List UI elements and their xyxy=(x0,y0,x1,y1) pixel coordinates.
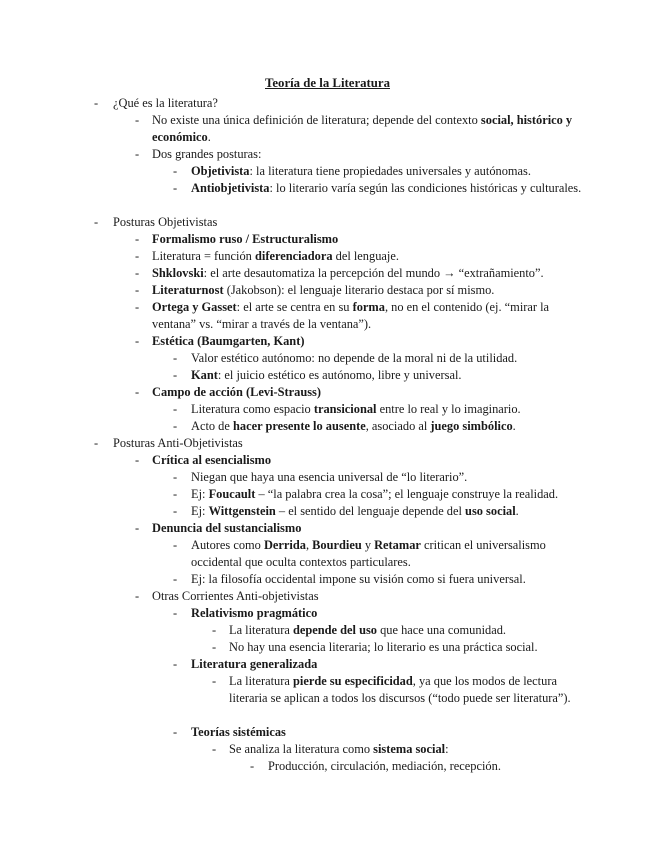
text-run: : xyxy=(445,742,449,756)
bold-text: Foucault xyxy=(208,487,256,501)
text-run: del lenguaje. xyxy=(332,249,399,263)
bold-text: juego simbólico xyxy=(430,419,513,433)
item-text xyxy=(152,146,261,163)
text-run: ¿Qué es la literatura? xyxy=(113,96,218,110)
bold-text: Shklovski xyxy=(152,266,204,280)
text-run: , no en el contenido (ej. “mirar la ventana” vs. “mirar a través de la ventana”). xyxy=(152,300,550,331)
bullet-dash: - xyxy=(173,657,178,671)
bullet-dash: - xyxy=(135,232,140,246)
bold-text: diferenciadora xyxy=(254,249,333,263)
text-run: No existe una única definición de literatura; depende del contexto xyxy=(152,113,481,127)
bullet-dash: - xyxy=(135,283,140,297)
bullet-dash: - xyxy=(135,334,140,348)
text-run: y xyxy=(361,538,375,552)
text-run: : el arte desautomatiza la percepción del mundo → “extrañamiento”. xyxy=(203,266,544,280)
bold-text: Denuncia del sustancialismo xyxy=(152,521,302,535)
item-text xyxy=(113,95,218,112)
item-text xyxy=(152,231,338,248)
bold-text: social, histórico y económico xyxy=(152,113,573,144)
bullet-dash: - xyxy=(212,640,217,654)
text-run: , xyxy=(305,538,313,552)
bullet-dash: - xyxy=(212,742,217,756)
bold-text: Kant xyxy=(191,368,218,382)
bold-text: Campo de acción (Levi-Strauss) xyxy=(152,385,321,399)
item-text xyxy=(229,673,590,707)
text-run: : el arte se centra en su xyxy=(236,300,353,314)
bold-text: depende del uso xyxy=(292,623,377,637)
bold-text: Objetivista xyxy=(191,164,250,178)
bullet-dash: - xyxy=(94,215,99,229)
bold-text: Crítica al esencialismo xyxy=(152,453,272,467)
bullet-dash: - xyxy=(173,181,178,195)
text-run: La literatura xyxy=(229,623,293,637)
text-run: : la literatura tiene propiedades universales y autónomas. xyxy=(249,164,531,178)
text-run: (Jakobson): el lenguaje literario destaca por sí mismo. xyxy=(223,283,495,297)
bold-text: Antiobjetivista xyxy=(191,181,270,195)
item-text xyxy=(191,537,590,571)
bullet-dash: - xyxy=(173,164,178,178)
bold-text: Bourdieu xyxy=(312,538,362,552)
item-text xyxy=(229,741,449,758)
item-text xyxy=(268,758,501,775)
bold-text: Relativismo pragmático xyxy=(191,606,318,620)
item-text xyxy=(191,486,558,503)
item-text xyxy=(191,656,317,673)
text-run: Niegan que haya una esencia universal de “lo literario”. xyxy=(191,470,468,484)
bullet-dash: - xyxy=(173,538,178,552)
bold-text: Literaturnost xyxy=(152,283,224,297)
item-text xyxy=(191,469,467,486)
bullet-dash: - xyxy=(173,572,178,586)
bold-text: hacer presente lo ausente xyxy=(232,419,366,433)
bullet-dash: - xyxy=(173,419,178,433)
item-text xyxy=(229,639,538,656)
bullet-dash: - xyxy=(173,504,178,518)
bullet-dash: - xyxy=(173,606,178,620)
document-title: Teoría de la Literatura xyxy=(265,76,390,90)
item-text xyxy=(191,367,461,384)
bullet-dash: - xyxy=(135,589,140,603)
item-text xyxy=(152,333,304,350)
item-text xyxy=(191,180,590,197)
item-text xyxy=(191,350,517,367)
bullet-dash: - xyxy=(135,147,140,161)
bold-text: Wittgenstein xyxy=(208,504,276,518)
bullet-dash: - xyxy=(135,453,140,467)
bullet-dash: - xyxy=(173,402,178,416)
bold-text: transicional xyxy=(313,402,377,416)
text-run: critican el universalismo occidental que oculta contextos particulares. xyxy=(191,538,546,569)
item-text xyxy=(152,282,494,299)
text-run: Producción, circulación, mediación, recepción. xyxy=(268,759,501,773)
bullet-dash: - xyxy=(135,300,140,314)
item-text xyxy=(229,622,506,639)
item-text xyxy=(191,163,531,180)
bold-text: Derrida xyxy=(263,538,306,552)
bullet-dash: - xyxy=(135,266,140,280)
item-text xyxy=(191,605,317,622)
item-text xyxy=(152,520,301,537)
item-text xyxy=(191,401,521,418)
item-text xyxy=(152,265,544,282)
bullet-dash: - xyxy=(173,351,178,365)
text-run: Acto de xyxy=(191,419,233,433)
text-run: . xyxy=(207,130,211,144)
bullet-dash: - xyxy=(135,385,140,399)
item-text xyxy=(113,435,243,452)
bullet-dash: - xyxy=(173,725,178,739)
text-run: Otras Corrientes Anti-objetivistas xyxy=(152,589,319,603)
bullet-dash: - xyxy=(135,249,140,263)
bold-text: pierde su especificidad xyxy=(292,674,413,688)
text-run: Posturas Anti-Objetivistas xyxy=(113,436,243,450)
text-run: . xyxy=(515,504,519,518)
text-run: , asociado al xyxy=(365,419,431,433)
text-run: Valor estético autónomo: no depende de la moral ni de la utilidad. xyxy=(191,351,518,365)
text-run: Ej: xyxy=(191,487,209,501)
text-run: No hay una esencia literaria; lo literario es una práctica social. xyxy=(229,640,538,654)
text-run: – el sentido del lenguaje depende del xyxy=(275,504,466,518)
text-run: Autores como xyxy=(191,538,264,552)
bold-text: sistema social xyxy=(373,742,446,756)
text-run: Dos grandes posturas: xyxy=(152,147,262,161)
text-run: que hace una comunidad. xyxy=(376,623,507,637)
text-run: : el juicio estético es autónomo, libre y universal. xyxy=(217,368,462,382)
text-run: Se analiza la literatura como xyxy=(229,742,374,756)
bold-text: forma xyxy=(352,300,385,314)
bold-text: Formalismo ruso / Estructuralismo xyxy=(152,232,339,246)
text-run: , ya que los modos de lectura literaria se aplican a todos los discursos (“todo puede ser literatura”). xyxy=(229,674,571,705)
bullet-dash: - xyxy=(173,470,178,484)
text-run: Literatura como espacio xyxy=(191,402,314,416)
text-run: Ej: la filosofía occidental impone su visión como si fuera universal. xyxy=(191,572,526,586)
item-text xyxy=(113,214,217,231)
item-text xyxy=(152,384,321,401)
text-run: Posturas Objetivistas xyxy=(113,215,218,229)
item-text xyxy=(152,112,590,146)
bullet-dash: - xyxy=(135,521,140,535)
item-text xyxy=(191,724,286,741)
bold-text: Literatura generalizada xyxy=(191,657,318,671)
bullet-dash: - xyxy=(135,113,140,127)
bullet-dash: - xyxy=(212,623,217,637)
text-run: . xyxy=(512,419,516,433)
text-run: : lo literario varía según las condiciones históricas y culturales. xyxy=(269,181,582,195)
item-text xyxy=(191,571,526,588)
bullet-dash: - xyxy=(173,487,178,501)
text-run: La literatura xyxy=(229,674,293,688)
bullet-dash: - xyxy=(250,759,255,773)
bullet-dash: - xyxy=(94,436,99,450)
bullet-dash: - xyxy=(173,368,178,382)
bold-text: Retamar xyxy=(374,538,421,552)
item-text xyxy=(152,588,319,605)
bold-text: Ortega y Gasset xyxy=(152,300,237,314)
item-text xyxy=(191,503,519,520)
text-run: Ej: xyxy=(191,504,209,518)
bold-text: uso social xyxy=(465,504,516,518)
text-run: entre lo real y lo imaginario. xyxy=(376,402,521,416)
item-text xyxy=(152,299,590,333)
bold-text: Teorías sistémicas xyxy=(191,725,286,739)
bold-text: Estética (Baumgarten, Kant) xyxy=(152,334,305,348)
bullet-dash: - xyxy=(94,96,99,110)
item-text xyxy=(191,418,516,435)
bullet-dash: - xyxy=(212,674,217,688)
item-text xyxy=(152,248,399,265)
item-text xyxy=(152,452,271,469)
text-run: – “la palabra crea la cosa”; el lenguaje construye la realidad. xyxy=(255,487,559,501)
text-run: Literatura = función xyxy=(152,249,255,263)
